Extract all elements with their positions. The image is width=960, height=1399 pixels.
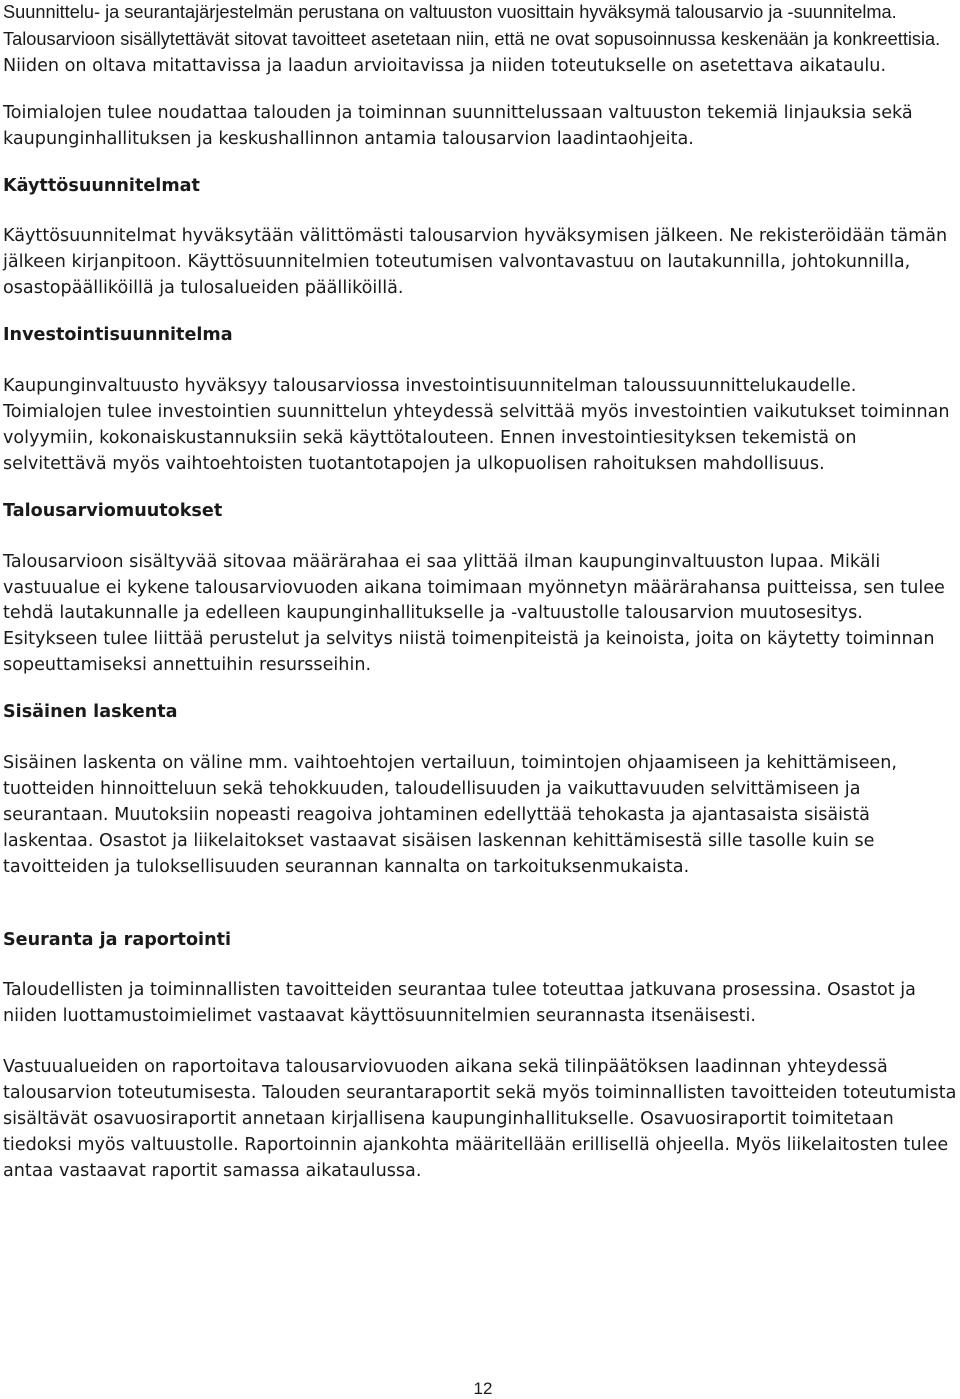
text-sisainen-laskenta: Sisäinen laskenta on väline mm. vaihtoehtojen vertailuun, toimintojen ohjaamiseen ja kehittämiseen, tuotteiden hinnoitteluun sekä tehokkuuden, taloudellisuuden ja vaikuttavuuden selvittämiseen ja seurantaan. Muutoksiin nopeasti reagoiva johtaminen edellyttää tehokasta ja ajantasaista sisäistä laskentaa. Osastot ja liikelaitokset vastaavat sisäisen laskennan kehittämisestä sille tasolle kuin se tavoitteiden ja tuloksellisuuden seurannan kannalta on tarkoituksenmukaista. [3,753,897,877]
text-seuranta-1: Taloudellisten ja toiminnallisten tavoitteiden seurantaa tulee toteuttaa jatkuvana prosessina. Osastot ja niiden luottamustoimielimet vastaavat käyttösuunnitelmien seurannasta itsenäisesti. [3,980,916,1027]
text-investointisuunnitelma: Kaupunginvaltuusto hyväksyy talousarviossa investointisuunnitelman taloussuunnittelukaudelle. Toimialojen tulee investointien suunnittelun yhteydessä selvittää myös investointien vaikutukset toiminnan volyymiin, kokonaiskustannuksiin sekä käyttötalouteen. Ennen investointiesityksen tekemistä on selvitettävä myös vaihtoehtoisten tuotantotapojen ja ulkopuolisen rahoituksen mahdollisuus. [3,376,950,474]
heading-talousarviomuutokset: Talousarviomuutokset [3,500,223,521]
heading-sisainen-laskenta: Sisäinen laskenta [3,702,178,723]
page-number: 12 [473,1379,493,1398]
intro-paragraph-1-part-b: Niiden on oltava mitattavissa ja laadun arvioitavissa ja niiden toteutukselle on asetettava aikataulu. [3,55,887,76]
document-page [3,0,958,1185]
intro-paragraph-1-part-a: Suunnittelu- ja seurantajärjestelmän perustana on valtuuston vuosittain hyväksymä talousarvio ja -suunnitelma. Talousarvioon sisällytettävät sitovat tavoitteet asetetaan niin, että ne ovat sopusoinnussa keskenään ja konkreettisia. [3,2,941,49]
heading-seuranta-ja-raportointi: Seuranta ja raportointi [3,929,232,950]
intro-paragraph-1 [3,0,958,80]
text-seuranta-2: Vastuualueiden on raportoitava talousarviovuoden aikana sekä tilinpäätöksen laadinnan yhteydessä talousarvion toteutumisesta. Talouden seurantaraportit sekä myös toiminnallisten tavoitteiden toteutumista sisältävät osavuosiraportit annetaan kirjallisena kaupunginhallitukselle. Osavuosiraportit toimitetaan tiedoksi myös valtuustolle. Raportoinnin ajankohta määritellään erillisellä ohjeella. Myös liikelaitosten tulee antaa vastaavat raportit samassa aikataulussa. [3,1057,957,1181]
text-talousarviomuutokset: Talousarvioon sisältyvää sitovaa määrärahaa ei saa ylittää ilman kaupunginvaltuuston lupaa. Mikäli vastuualue ei kykene talousarviovuoden aikana toimimaan myönnetyn määrärahansa puitteissa, sen tulee tehdä lautakunnalle ja edelleen kaupunginhallitukselle ja -valtuustolle talousarvion muutosesitys. Esitykseen tulee liittää perustelut ja selvitys niistä toimenpiteistä ja keinoista, joita on käytetty toiminnan sopeuttamiseksi annettuihin resursseihin. [3,551,945,676]
heading-kayttosuunnitelmat: Käyttösuunnitelmat [3,175,200,196]
text-kayttosuunnitelmat: Käyttösuunnitelmat hyväksytään välittömästi talousarvion hyväksymisen jälkeen. Ne rekisteröidään tämän jälkeen kirjanpitoon. Käyttösuunnitelmien toteutumisen valvontavastuu on lautakunnilla, johtokunnilla, osastopäälliköillä ja tulosalueiden päälliköillä. [3,226,948,299]
intro-paragraph-2: Toimialojen tulee noudattaa talouden ja toiminnan suunnittelussaan valtuuston tekemiä linjauksia sekä kaupunginhallituksen ja keskushallinnon antamia talousarvion laadintaohjeita. [3,102,913,149]
heading-investointisuunnitelma: Investointisuunnitelma [3,325,233,346]
